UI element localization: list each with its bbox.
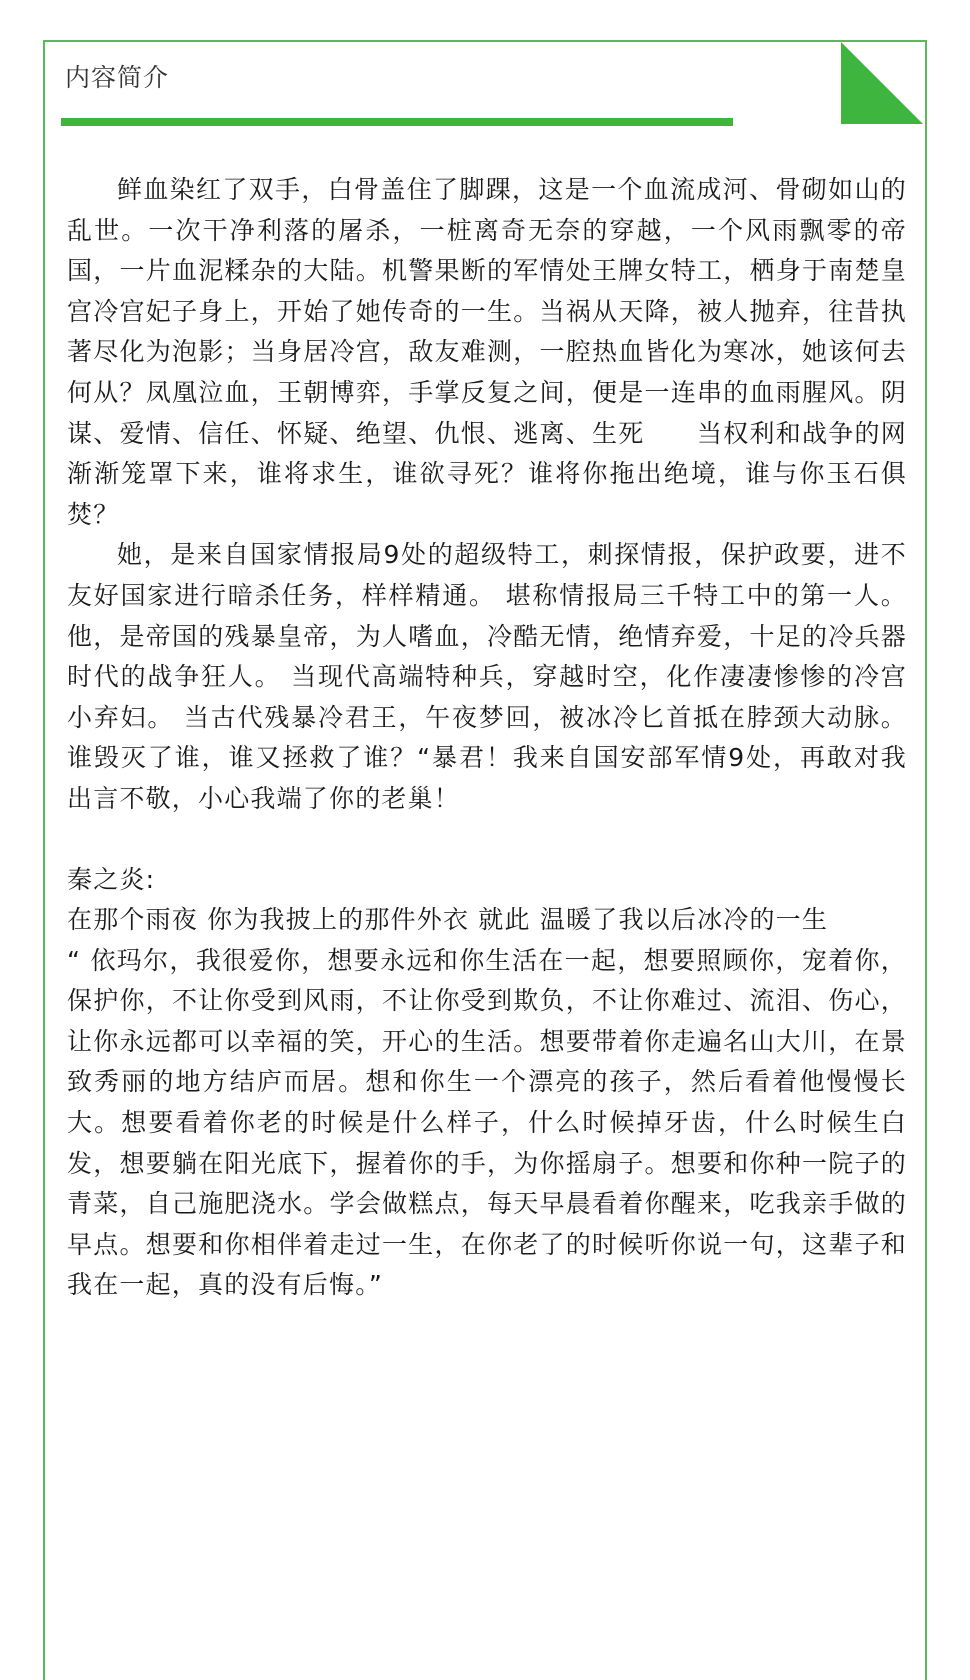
synopsis-paragraph-1: 鲜血染红了双手，白骨盖住了脚踝，这是一个血流成河、骨砌如山的乱世。一次干净利落的屠杀，一桩离奇无奈的穿越，一个风雨飘零的帝国，一片血泥糅杂的大陆。机警果断的军情处王牌女特工，栖身于南楚皇宫冷宫妃子身上，开始了她传奇的一生。当祸从天降，被人抛弃，往昔执著尽化为泡影；当身居冷宫，敌友难测，一腔热血皆化为寒冰，她该何去何从？凤凰泣血，王朝博弈，手掌反复之间，便是一连串的血雨腥风。阴谋、爱情、信任、怀疑、绝望、仇恨、逃离、生死 当权利和战争的网渐渐笼罩下来，谁将求生，谁欲寻死？谁将你拖出绝境，谁与你玉石俱焚？ — [67, 175, 907, 529]
title-underline — [61, 118, 733, 126]
character-quote-2: “ 依玛尔，我很爱你，想要永远和你生活在一起，想要照顾你，宠着你，保护你，不让你受到风雨，不让你受到欺负，不让你难过、流泪、伤心，让你永远都可以幸福的笑，开心的生活。想要带着你走遍名山大川，在景致秀丽的地方结庐而居。想和你生一个漂亮的孩子，然后看着他慢慢长大。想要看着你老的时候是什么样子，什么时候掉牙齿，什么时候生白发，想要躺在阳光底下，握着你的手，为你摇扇子。想要和你种一院子的青菜，自己施肥浇水。学会做糕点，每天早晨看着你醒来，吃我亲手做的早点。想要和你相伴着走过一生，在你老了的时候听你说一句，这辈子和我在一起，真的没有后悔。” — [67, 945, 907, 1300]
section-title: 内容简介 — [65, 63, 170, 92]
character-name: 秦之炎: — [67, 864, 156, 894]
synopsis-paragraph-2: 她，是来自国家情报局9处的超级特工，刺探情报，保护政要，进不友好国家进行暗杀任务，样样精通。 堪称情报局三千特工中的第一人。 他，是帝国的残暴皇帝，为人嗜血，冷酷无情，绝情弃爱，十足的冷兵器时代的战争狂人。 当现代高端特种兵，穿越时空，化作凄凄惨惨的冷宫小弃妇。 当古代残暴冷君王，午夜梦回，被冰冷匕首抵在脖颈大动脉。 谁毁灭了谁，谁又拯救了谁？“暴君！我来自国安部军情9处，再敢对我出言不敬，小心我端了你的老巢！ — [67, 540, 907, 813]
paragraph-spacer — [67, 820, 907, 860]
content-card — [43, 40, 927, 1680]
synopsis-body — [67, 170, 907, 1306]
corner-triangle-decoration — [841, 42, 923, 124]
character-quote-1: 在那个雨夜 你为我披上的那件外衣 就此 温暖了我以后冰冷的一生 — [67, 905, 829, 935]
